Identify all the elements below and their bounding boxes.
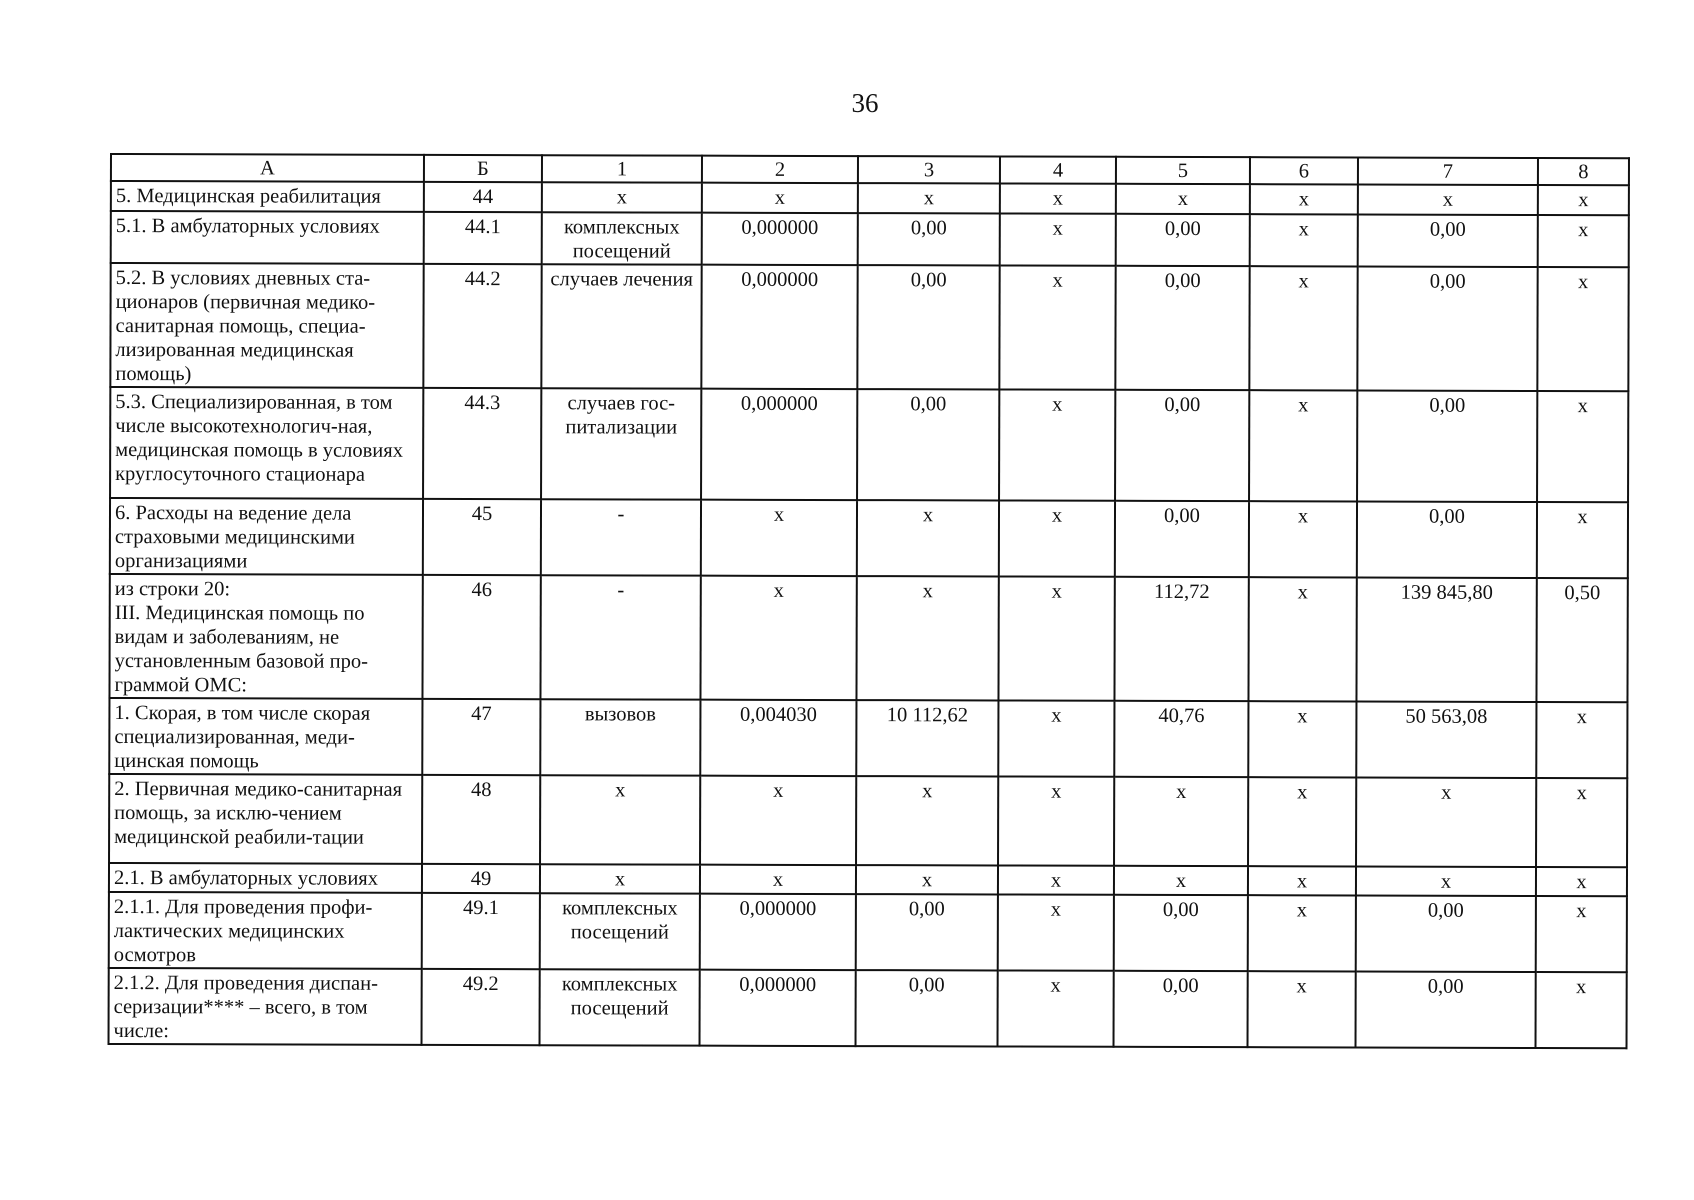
table-row bbox=[109, 892, 1627, 972]
col7-cell: 139 845,80 bbox=[1356, 577, 1536, 702]
col7-cell: х bbox=[1356, 777, 1536, 867]
row-name-cell: 1. Скорая, в том числе скорая специализированная, меди-цинская помощь bbox=[109, 698, 422, 775]
col8-cell: х bbox=[1537, 502, 1628, 578]
row-code-cell: 49.1 bbox=[422, 893, 540, 969]
col5-cell: 0,00 bbox=[1116, 214, 1250, 266]
col6-cell: х bbox=[1248, 895, 1356, 971]
row-code-cell: 49 bbox=[422, 864, 540, 893]
row-name-cell: 2.1.1. Для проведения профи-лактических медицинских осмотров bbox=[109, 892, 422, 969]
col2-cell: х bbox=[700, 865, 856, 894]
column-header-5: 5 bbox=[1116, 157, 1250, 184]
table-row bbox=[110, 498, 1628, 578]
unit-cell: случаев лечения bbox=[541, 264, 701, 388]
table-row bbox=[109, 863, 1627, 896]
unit-cell: комплексных посещений bbox=[540, 893, 700, 969]
data-table bbox=[108, 153, 1630, 1049]
col4-cell: х bbox=[1000, 213, 1116, 265]
col3-cell: 10 112,62 bbox=[856, 700, 998, 776]
row-name-cell: 2.1. В амбулаторных условиях bbox=[109, 863, 422, 893]
col2-cell: х bbox=[702, 183, 858, 213]
col7-cell: 0,00 bbox=[1357, 501, 1537, 578]
column-header-7: 7 bbox=[1358, 157, 1538, 185]
row-code-cell: 44.1 bbox=[424, 212, 542, 264]
table-row bbox=[110, 387, 1628, 502]
unit-cell: вызовов bbox=[540, 699, 700, 775]
col7-cell: 0,00 bbox=[1357, 390, 1537, 502]
col3-cell: х bbox=[858, 183, 1000, 213]
col5-cell: 112,72 bbox=[1114, 577, 1248, 701]
col7-cell: 0,00 bbox=[1357, 266, 1537, 391]
col8-cell: х bbox=[1538, 185, 1629, 215]
row-code-cell: 44.3 bbox=[423, 388, 541, 499]
col4-cell: х bbox=[998, 970, 1114, 1046]
unit-cell: - bbox=[540, 575, 700, 699]
col7-cell: 50 563,08 bbox=[1356, 701, 1536, 778]
row-code-cell: 45 bbox=[423, 499, 541, 575]
col8-cell: х bbox=[1536, 896, 1627, 972]
row-code-cell: 47 bbox=[422, 699, 540, 775]
table-row bbox=[109, 774, 1627, 867]
row-name-cell: 6. Расходы на ведение дела страховыми медицинскими организациями bbox=[110, 498, 423, 575]
table-row bbox=[111, 211, 1629, 267]
col3-cell: х bbox=[856, 576, 998, 700]
col4-cell: х bbox=[998, 576, 1114, 700]
col5-cell: 0,00 bbox=[1114, 895, 1248, 971]
table-row bbox=[109, 698, 1627, 778]
col2-cell: 0,000000 bbox=[700, 970, 856, 1046]
col2-cell: 0,000000 bbox=[700, 894, 856, 970]
col7-cell: 0,00 bbox=[1356, 971, 1536, 1048]
col3-cell: 0,00 bbox=[858, 213, 1000, 265]
col3-cell: х bbox=[856, 865, 998, 894]
col6-cell: х bbox=[1250, 214, 1358, 266]
column-header-4: 4 bbox=[1000, 156, 1116, 183]
col2-cell: 0,000000 bbox=[701, 265, 857, 389]
col6-cell: х bbox=[1249, 390, 1357, 501]
col4-cell: х bbox=[999, 500, 1115, 576]
col7-cell: 0,00 bbox=[1358, 214, 1538, 267]
column-header-3: 3 bbox=[858, 156, 1000, 183]
col8-cell: х bbox=[1536, 702, 1627, 778]
column-header-8: 8 bbox=[1538, 158, 1629, 185]
column-header-b: Б bbox=[424, 155, 542, 182]
col8-cell: 0,50 bbox=[1536, 578, 1627, 702]
col2-cell: 0,004030 bbox=[700, 700, 856, 776]
header-row bbox=[111, 154, 1629, 185]
col2-cell: х bbox=[700, 576, 856, 700]
column-header-2: 2 bbox=[702, 156, 858, 183]
row-name-cell: 5.2. В условиях дневных ста-ционаров (первичная медико-санитарная помощь, специа-лизированная медицинская помощь) bbox=[110, 263, 423, 388]
col5-cell: 0,00 bbox=[1115, 390, 1249, 501]
col4-cell: х bbox=[999, 265, 1115, 389]
col8-cell: х bbox=[1536, 867, 1627, 896]
row-name-cell: 5.3. Специализированная, в том числе высокотехнологич-ная, медицинская помощь в условиях круглосуточного стационара bbox=[110, 387, 423, 499]
col6-cell: х bbox=[1248, 971, 1356, 1047]
col8-cell: х bbox=[1538, 215, 1629, 267]
col7-cell: 0,00 bbox=[1356, 895, 1536, 972]
col5-cell: х bbox=[1114, 866, 1248, 895]
col8-cell: х bbox=[1537, 391, 1628, 502]
col6-cell: х bbox=[1248, 866, 1356, 895]
col5-cell: х bbox=[1114, 777, 1248, 866]
col6-cell: х bbox=[1248, 777, 1356, 866]
col4-cell: х bbox=[1000, 183, 1116, 213]
col6-cell: х bbox=[1249, 501, 1357, 577]
col3-cell: х bbox=[857, 500, 999, 576]
unit-cell: случаев гос-питализации bbox=[541, 388, 701, 499]
col4-cell: х bbox=[998, 700, 1114, 776]
column-header-6: 6 bbox=[1250, 157, 1358, 184]
unit-cell: комплексных посещений bbox=[542, 212, 702, 264]
col7-cell: х bbox=[1356, 866, 1536, 896]
col6-cell: х bbox=[1248, 701, 1356, 777]
row-code-cell: 44 bbox=[424, 182, 542, 212]
unit-cell: - bbox=[541, 499, 701, 575]
col8-cell: х bbox=[1536, 778, 1627, 867]
row-name-cell: 2. Первичная медико-санитарная помощь, за исклю-чением медицинской реабили-тации bbox=[109, 774, 422, 864]
col8-cell: х bbox=[1536, 972, 1627, 1048]
unit-cell: х bbox=[540, 864, 700, 893]
col3-cell: 0,00 bbox=[856, 894, 998, 970]
col5-cell: 0,00 bbox=[1115, 501, 1249, 577]
col5-cell: 0,00 bbox=[1114, 971, 1248, 1047]
table-row bbox=[110, 263, 1628, 391]
row-code-cell: 44.2 bbox=[423, 264, 541, 388]
unit-cell: х bbox=[542, 182, 702, 212]
row-code-cell: 48 bbox=[422, 775, 540, 864]
col4-cell: х bbox=[998, 894, 1114, 970]
col2-cell: 0,000000 bbox=[701, 389, 857, 500]
col3-cell: х bbox=[856, 776, 998, 865]
col5-cell: 0,00 bbox=[1115, 266, 1249, 390]
col6-cell: х bbox=[1250, 184, 1358, 214]
table-row bbox=[109, 574, 1627, 702]
col5-cell: х bbox=[1116, 184, 1250, 214]
col4-cell: х bbox=[999, 389, 1115, 500]
unit-cell: х bbox=[540, 775, 700, 864]
col8-cell: х bbox=[1537, 267, 1628, 391]
row-name-cell: 2.1.2. Для проведения диспан-серизации**** – всего, в том числе: bbox=[109, 968, 422, 1045]
col3-cell: 0,00 bbox=[856, 970, 998, 1046]
col3-cell: 0,00 bbox=[857, 389, 999, 500]
col2-cell: х bbox=[700, 776, 856, 865]
unit-cell: комплексных посещений bbox=[540, 969, 700, 1045]
row-name-cell: 5. Медицинская реабилитация bbox=[111, 181, 424, 212]
row-code-cell: 46 bbox=[422, 575, 540, 699]
col2-cell: х bbox=[701, 500, 857, 576]
row-name-cell: из строки 20: III. Медицинская помощь по видам и заболеваниям, не установленным базовой про-граммой ОМС: bbox=[109, 574, 422, 699]
column-header-a: А bbox=[111, 154, 424, 182]
col6-cell: х bbox=[1248, 577, 1356, 701]
row-code-cell: 49.2 bbox=[422, 969, 540, 1045]
row-name-cell: 5.1. В амбулаторных условиях bbox=[111, 211, 424, 264]
col5-cell: 40,76 bbox=[1114, 701, 1248, 777]
col4-cell: х bbox=[998, 776, 1114, 865]
column-header-1: 1 bbox=[542, 155, 702, 182]
col4-cell: х bbox=[998, 865, 1114, 894]
col7-cell: х bbox=[1358, 184, 1538, 215]
col2-cell: 0,000000 bbox=[702, 213, 858, 265]
col3-cell: 0,00 bbox=[857, 265, 999, 389]
table-row bbox=[109, 968, 1627, 1048]
col6-cell: х bbox=[1249, 266, 1357, 390]
table-row bbox=[111, 181, 1629, 215]
table-body bbox=[109, 181, 1629, 1048]
page-number: 36 bbox=[851, 88, 879, 118]
